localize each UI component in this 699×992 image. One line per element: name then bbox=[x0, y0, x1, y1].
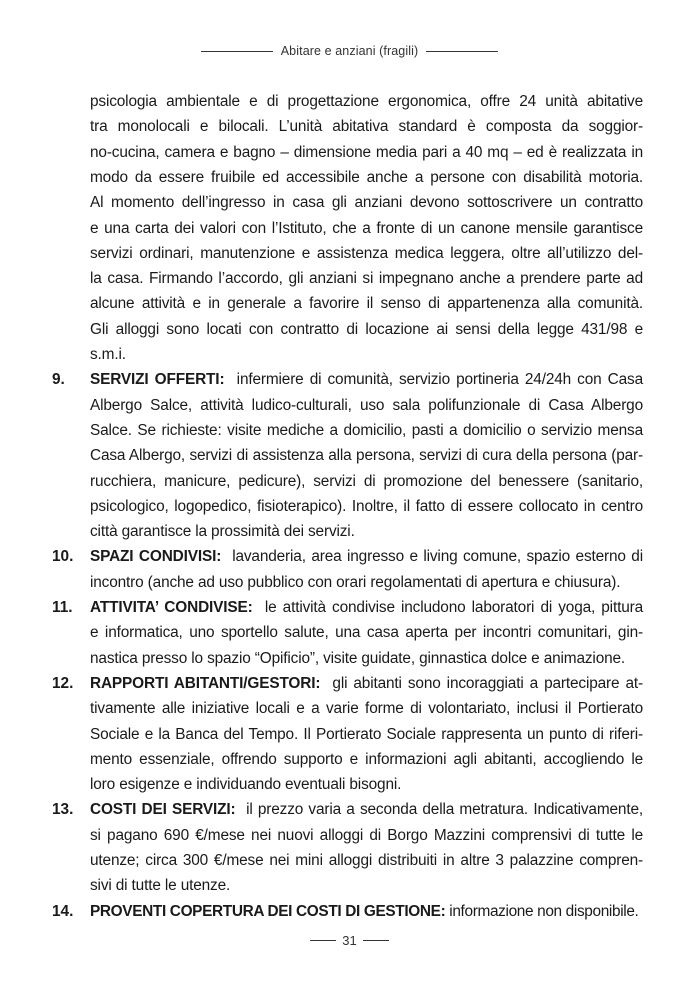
item-line: utenze; circa 300 €/mese nei mini alloggi distribuiti in altre 3 palazzine compren- bbox=[90, 852, 643, 869]
item-line: Sociale e la Banca del Tempo. Il Portierato Sociale rappresenta un punto di riferi- bbox=[90, 725, 643, 743]
item-first-line bbox=[90, 899, 643, 924]
running-title: Abitare e anziani (fragili) bbox=[280, 44, 419, 58]
footer-rule-left bbox=[310, 940, 336, 941]
intro-line: servizi ordinari, manutenzione e assistenza medica leggera, oltre all’utilizzo del- bbox=[90, 244, 643, 262]
running-header bbox=[0, 44, 699, 58]
item-line: città garantisce la prossimità dei servizi. bbox=[90, 523, 355, 541]
item-line: rucchiera, manicure, pedicure), servizi di promozione del benessere (sanitario, bbox=[90, 472, 643, 490]
intro-line: modo da essere fruibile ed accessibile anche a persone con disabilità motoria. bbox=[90, 168, 643, 186]
item-label: SPAZI CONDIVISI: bbox=[90, 548, 222, 566]
item-text: infermiere di comunità, servizio portineria 24/24h con Casa bbox=[236, 371, 643, 389]
item-line: incontro (anche ad uso pubblico con orari regolamentati di apertura e chiusura). bbox=[90, 573, 621, 591]
item-label: PROVENTI COPERTURA DEI COSTI DI GESTIONE: bbox=[90, 902, 446, 920]
item-number: 10. bbox=[52, 548, 74, 566]
item-number: 11. bbox=[52, 599, 73, 616]
header-rule-right bbox=[426, 51, 498, 52]
item-label: SERVIZI OFFERTI: bbox=[90, 371, 225, 389]
intro-line: alcune attività e in generale a favorire il senso di appartenenza alla comunità. bbox=[90, 295, 643, 313]
item-line: loro esigenze e individuando eventuali bisogni. bbox=[90, 776, 402, 794]
intro-line: Al momento dell’ingresso in casa gli anziani devono sottoscrivere un contratto bbox=[90, 194, 643, 212]
item-label: RAPPORTI ABITANTI/GESTORI: bbox=[90, 674, 321, 692]
item-label: ATTIVITA’ CONDIVISE: bbox=[90, 599, 253, 616]
item-line: psicologico, logopedico, fisioterapico). Inoltre, il fatto di essere collocato in centro bbox=[90, 497, 643, 515]
item-line: e informatica, uno sportello salute, una casa aperta per incontri comunitari, gin- bbox=[90, 624, 643, 642]
item-number: 14. bbox=[52, 902, 74, 920]
intro-line: psicologia ambientale e di progettazione ergonomica, offre 24 unità abitative bbox=[90, 93, 643, 110]
footer-rule-right bbox=[363, 940, 389, 941]
header-rule-left bbox=[201, 51, 273, 52]
intro-line: Gli alloggi sono locati con contratto di locazione ai sensi della legge 431/98 e bbox=[90, 320, 643, 338]
item-text: lavanderia, area ingresso e living comune, spazio esterno di bbox=[232, 548, 643, 566]
item-text: il prezzo varia a seconda della metratura. Indicativamente, bbox=[246, 801, 643, 819]
intro-line: s.m.i. bbox=[90, 346, 126, 363]
item-line: Albergo Salce, attività ludico-culturali, uso sala polifunzionale di Casa Albergo bbox=[90, 396, 643, 414]
item-number: 12. bbox=[52, 674, 74, 692]
item-first-line bbox=[90, 595, 643, 620]
item-line: tivamente alle iniziative locali e a varie forme di volontariato, inclusi il Portierato bbox=[90, 700, 643, 718]
item-text: informazione non disponibile. bbox=[449, 902, 639, 920]
item-line: Salce. Se richieste: visite mediche a domicilio, pasti a domicilio o servizio mensa bbox=[90, 421, 643, 439]
item-first-line bbox=[90, 544, 643, 569]
intro-line: no-cucina, camera e bagno – dimensione media pari a 40 mq – ed è realizzata in bbox=[90, 143, 643, 161]
item-line: nastica presso lo spazio “Opificio”, visite guidate, ginnastica dolce e animazione. bbox=[90, 649, 626, 667]
item-first-line bbox=[90, 797, 643, 822]
intro-line: la casa. Firmando l’accordo, gli anziani si impegnano anche a prendere parte ad bbox=[90, 270, 643, 288]
item-text: le attività condivise includono laboratori di yoga, pittura bbox=[264, 599, 643, 616]
item-line: Casa Albergo, servizi di assistenza alla persona, servizi di cura della persona (par- bbox=[90, 447, 643, 465]
item-first-line bbox=[90, 671, 643, 696]
page-footer bbox=[0, 933, 699, 948]
intro-line: e una carta dei valori con l’Istituto, che a fronte di un canone mensile garantisce bbox=[90, 219, 643, 237]
item-line: mento essenziale, offrendo supporto e informazioni agli abitanti, accogliendo le bbox=[90, 750, 643, 768]
intro-line: tra monolocali e bilocali. L’unità abitativa standard è composta da soggior- bbox=[90, 118, 643, 136]
item-number: 13. bbox=[52, 801, 74, 819]
item-label: COSTI DEI SERVIZI: bbox=[90, 801, 236, 819]
item-number: 9. bbox=[52, 371, 65, 389]
item-line: sivi di tutte le utenze. bbox=[90, 877, 231, 895]
item-first-line bbox=[90, 367, 643, 392]
item-text: gli abitanti sono incoraggiati a partecipare at- bbox=[332, 674, 643, 692]
page-number: 31 bbox=[342, 933, 357, 948]
item-line: si pagano 690 €/mese nei nuovi alloggi di Borgo Mazzini comprensivi di tutte le bbox=[90, 826, 643, 844]
